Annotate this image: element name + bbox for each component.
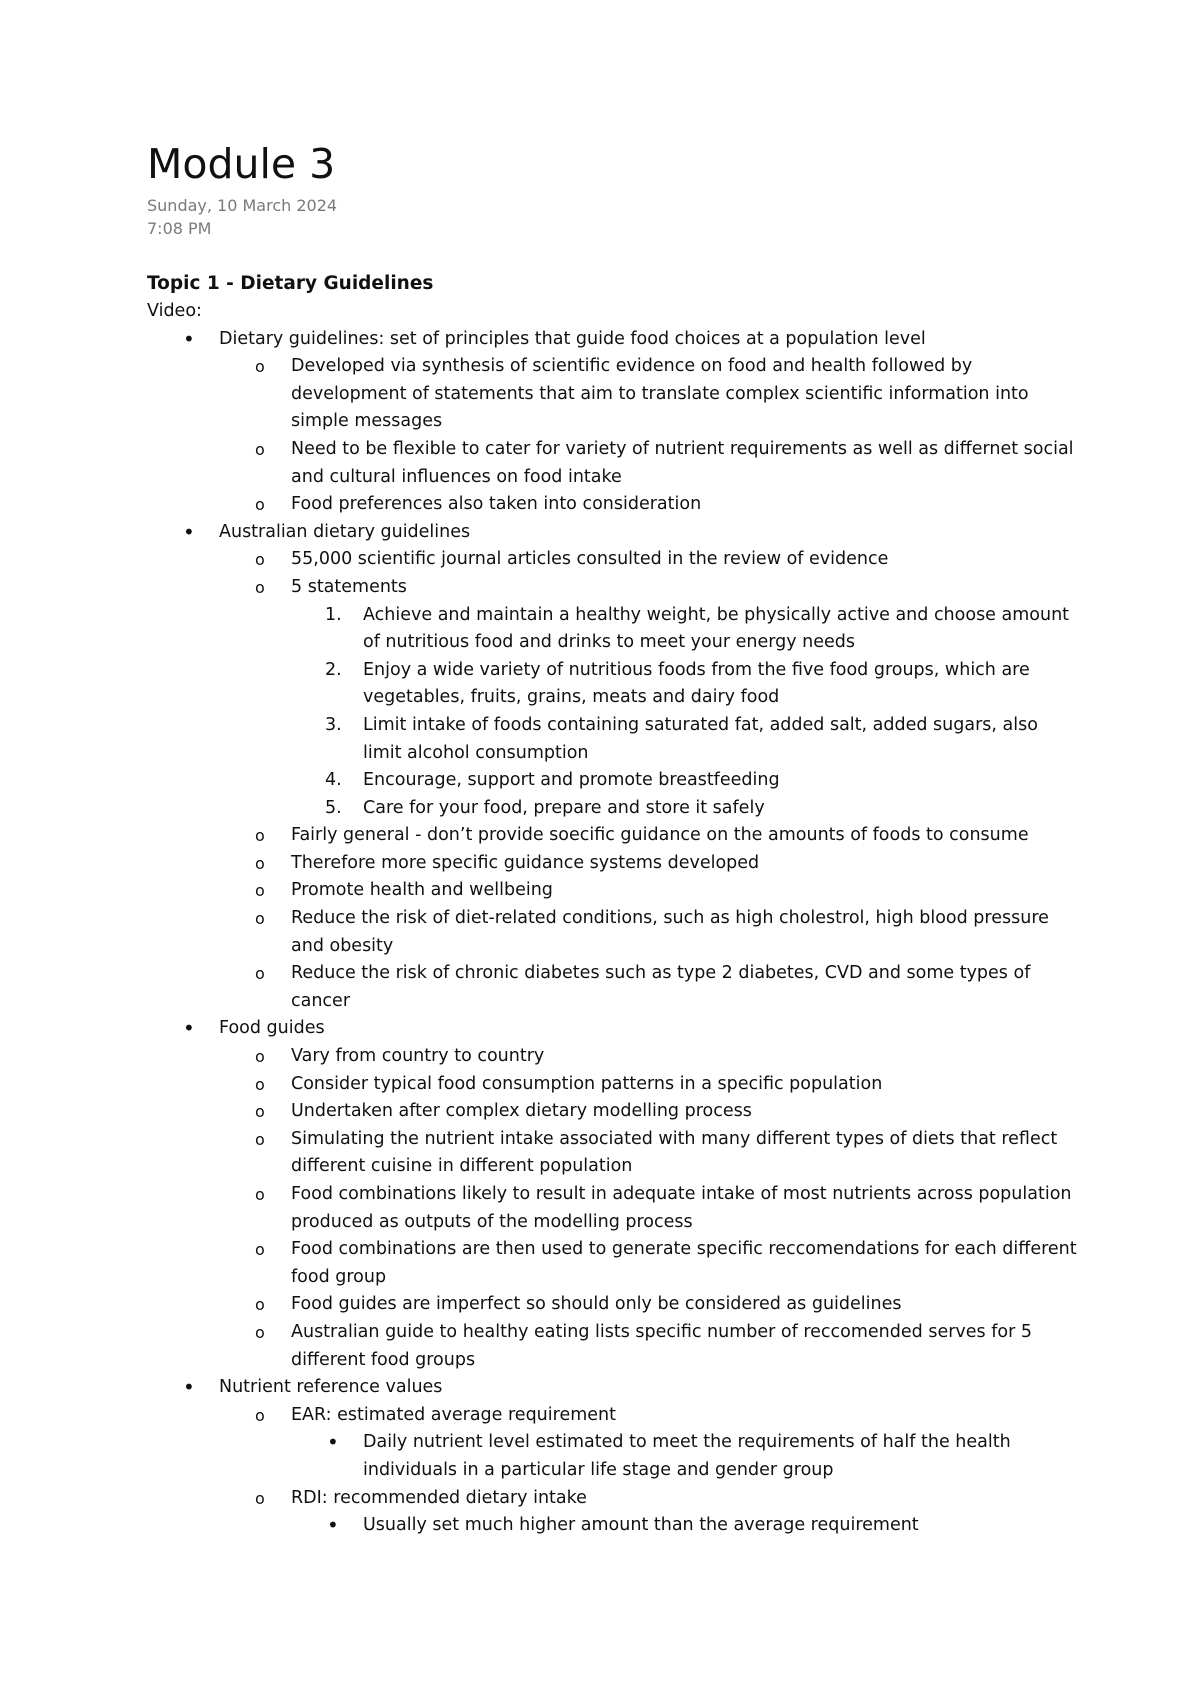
list-item — [291, 1429, 1077, 1484]
list-item — [219, 1181, 1077, 1236]
list-item — [219, 1236, 1077, 1291]
circle-bullet-icon: o — [255, 826, 265, 846]
bullet-icon: • — [183, 326, 195, 351]
sub-list — [219, 1402, 1077, 1540]
list-item-text: Nutrient reference values — [219, 1377, 443, 1398]
outline-list — [147, 326, 1077, 1540]
list-item-text: 55,000 scientific journal articles consulted in the review of evidence — [291, 549, 889, 570]
circle-bullet-icon: o — [255, 1295, 265, 1315]
circle-bullet-icon: o — [255, 1074, 265, 1094]
numbered-item — [291, 602, 1077, 657]
list-item — [219, 436, 1077, 491]
sub-list — [219, 546, 1077, 1015]
circle-bullet-icon: o — [255, 550, 265, 570]
list-item — [291, 1512, 1077, 1540]
list-item-text: RDI: recommended dietary intake — [291, 1487, 587, 1508]
list-item — [219, 1098, 1077, 1126]
list-item — [219, 905, 1077, 960]
list-item — [219, 353, 1077, 436]
circle-bullet-icon: o — [255, 909, 265, 929]
list-item-text: Limit intake of foods containing saturated fat, added salt, added sugars, also limit alcohol consumption — [363, 714, 1038, 763]
list-item — [147, 519, 1077, 1016]
page-title: Module 3 — [147, 140, 336, 188]
list-item-text: Undertaken after complex dietary modelling process — [291, 1101, 752, 1122]
list-item — [147, 326, 1077, 519]
circle-bullet-icon: o — [255, 495, 265, 515]
list-item-text: Promote health and wellbeing — [291, 880, 553, 901]
circle-bullet-icon: o — [255, 357, 265, 377]
list-item-text: Vary from country to country — [291, 1046, 545, 1067]
topic-heading: Topic 1 - Dietary Guidelines — [147, 273, 434, 294]
circle-bullet-icon: o — [255, 577, 265, 597]
list-item-text: EAR: estimated average requirement — [291, 1404, 616, 1425]
list-item-text: Australian guide to healthy eating lists specific number of reccomended serves for 5 different food groups — [291, 1321, 1032, 1370]
list-item-text: Simulating the nutrient intake associated with many different types of diets that reflect different cuisine in different population — [291, 1128, 1058, 1177]
list-item — [147, 1374, 1077, 1540]
intro-label: Video: — [147, 301, 202, 321]
list-item-text: Consider typical food consumption patterns in a specific population — [291, 1073, 883, 1094]
item-number: 5. — [325, 797, 342, 818]
circle-bullet-icon: o — [255, 1322, 265, 1342]
list-item — [219, 546, 1077, 574]
list-item-text: Dietary guidelines: set of principles that guide food choices at a population level — [219, 328, 926, 349]
sub-sub-list — [291, 1429, 1077, 1484]
list-item — [219, 1402, 1077, 1485]
list-item-text: Food combinations are then used to generate specific reccomendations for each different food group — [291, 1239, 1077, 1287]
list-item — [219, 491, 1077, 519]
list-item — [219, 1071, 1077, 1099]
list-item-text: Reduce the risk of diet-related conditions, such as high cholestrol, high blood pressure and obesity — [291, 908, 1049, 956]
sub-list — [219, 1043, 1077, 1374]
page-date: Sunday, 10 March 2024 — [147, 196, 338, 215]
circle-bullet-icon: o — [255, 1102, 265, 1122]
numbered-item — [291, 795, 1077, 823]
list-item — [219, 1126, 1077, 1181]
list-item-text: Need to be flexible to cater for variety of nutrient requirements as well as differnet social and cultural influences on food intake — [291, 438, 1074, 487]
list-item — [219, 1485, 1077, 1540]
list-item-text: Reduce the risk of chronic diabetes such as type 2 diabetes, CVD and some types of cancer — [291, 963, 1031, 1011]
circle-bullet-icon: o — [255, 1185, 265, 1204]
list-item-text: 5 statements — [291, 576, 407, 597]
bullet-icon: • — [183, 1016, 195, 1041]
circle-bullet-icon: o — [255, 853, 265, 873]
sub-sub-list — [291, 1512, 1077, 1540]
list-item-text: Food guides are imperfect so should only be considered as guidelines — [291, 1294, 902, 1315]
numbered-item — [291, 712, 1077, 767]
list-item-text: Food preferences also taken into consideration — [291, 494, 702, 515]
item-number: 4. — [325, 770, 342, 791]
list-item — [219, 877, 1077, 905]
circle-bullet-icon: o — [255, 1488, 265, 1508]
list-item-text: Australian dietary guidelines — [219, 521, 471, 542]
list-item-text: Fairly general - don’t provide soecific guidance on the amounts of foods to consume — [291, 825, 1029, 846]
list-item-text: Developed via synthesis of scientific evidence on food and health followed by development of statements that aim to translate complex scientific information into simple messages — [291, 356, 1029, 432]
circle-bullet-icon: o — [255, 1047, 265, 1067]
list-item-text: Care for your food, prepare and store it safely — [363, 797, 765, 818]
list-item-text: Daily nutrient level estimated to meet the requirements of half the health individuals in a particular life stage and gender group — [363, 1432, 1011, 1480]
item-number: 2. — [325, 659, 342, 680]
numbered-item — [291, 767, 1077, 795]
circle-bullet-icon: o — [255, 881, 265, 901]
list-item-text: Encourage, support and promote breastfeeding — [363, 770, 780, 791]
list-item-text: Therefore more specific guidance systems developed — [291, 852, 760, 873]
bullet-icon: • — [183, 519, 195, 544]
list-item — [219, 574, 1077, 822]
numbered-item — [291, 657, 1077, 712]
list-item — [219, 960, 1077, 1015]
list-item-text: Food guides — [219, 1018, 325, 1039]
list-item — [147, 1015, 1077, 1374]
circle-bullet-icon: o — [255, 964, 265, 984]
bullet-icon: • — [327, 1430, 339, 1455]
page-time: 7:08 PM — [147, 219, 212, 238]
list-item — [219, 822, 1077, 850]
bullet-icon: • — [183, 1375, 195, 1400]
list-item — [219, 1319, 1077, 1374]
list-item — [219, 850, 1077, 878]
list-item — [219, 1291, 1077, 1319]
circle-bullet-icon: o — [255, 1405, 265, 1425]
circle-bullet-icon: o — [255, 439, 265, 459]
list-item-text: Usually set much higher amount than the average requirement — [363, 1515, 919, 1536]
list-item-text: Achieve and maintain a healthy weight, be physically active and choose amount of nutritious food and drinks to meet your energy needs — [363, 604, 1070, 653]
list-item — [219, 1043, 1077, 1071]
item-number: 3. — [325, 714, 342, 735]
item-number: 1. — [325, 604, 342, 625]
bullet-icon: • — [327, 1513, 339, 1538]
list-item-text: Food combinations likely to result in adequate intake of most nutrients across population produced as outputs of the modelling process — [291, 1184, 1072, 1232]
note-body — [147, 270, 1077, 1540]
circle-bullet-icon: o — [255, 1129, 265, 1149]
circle-bullet-icon: o — [255, 1240, 265, 1260]
list-item-text: Enjoy a wide variety of nutritious foods from the five food groups, which are vegetables, fruits, grains, meats and dairy food — [363, 659, 1030, 708]
sub-list — [219, 353, 1077, 519]
numbered-list — [291, 602, 1077, 823]
